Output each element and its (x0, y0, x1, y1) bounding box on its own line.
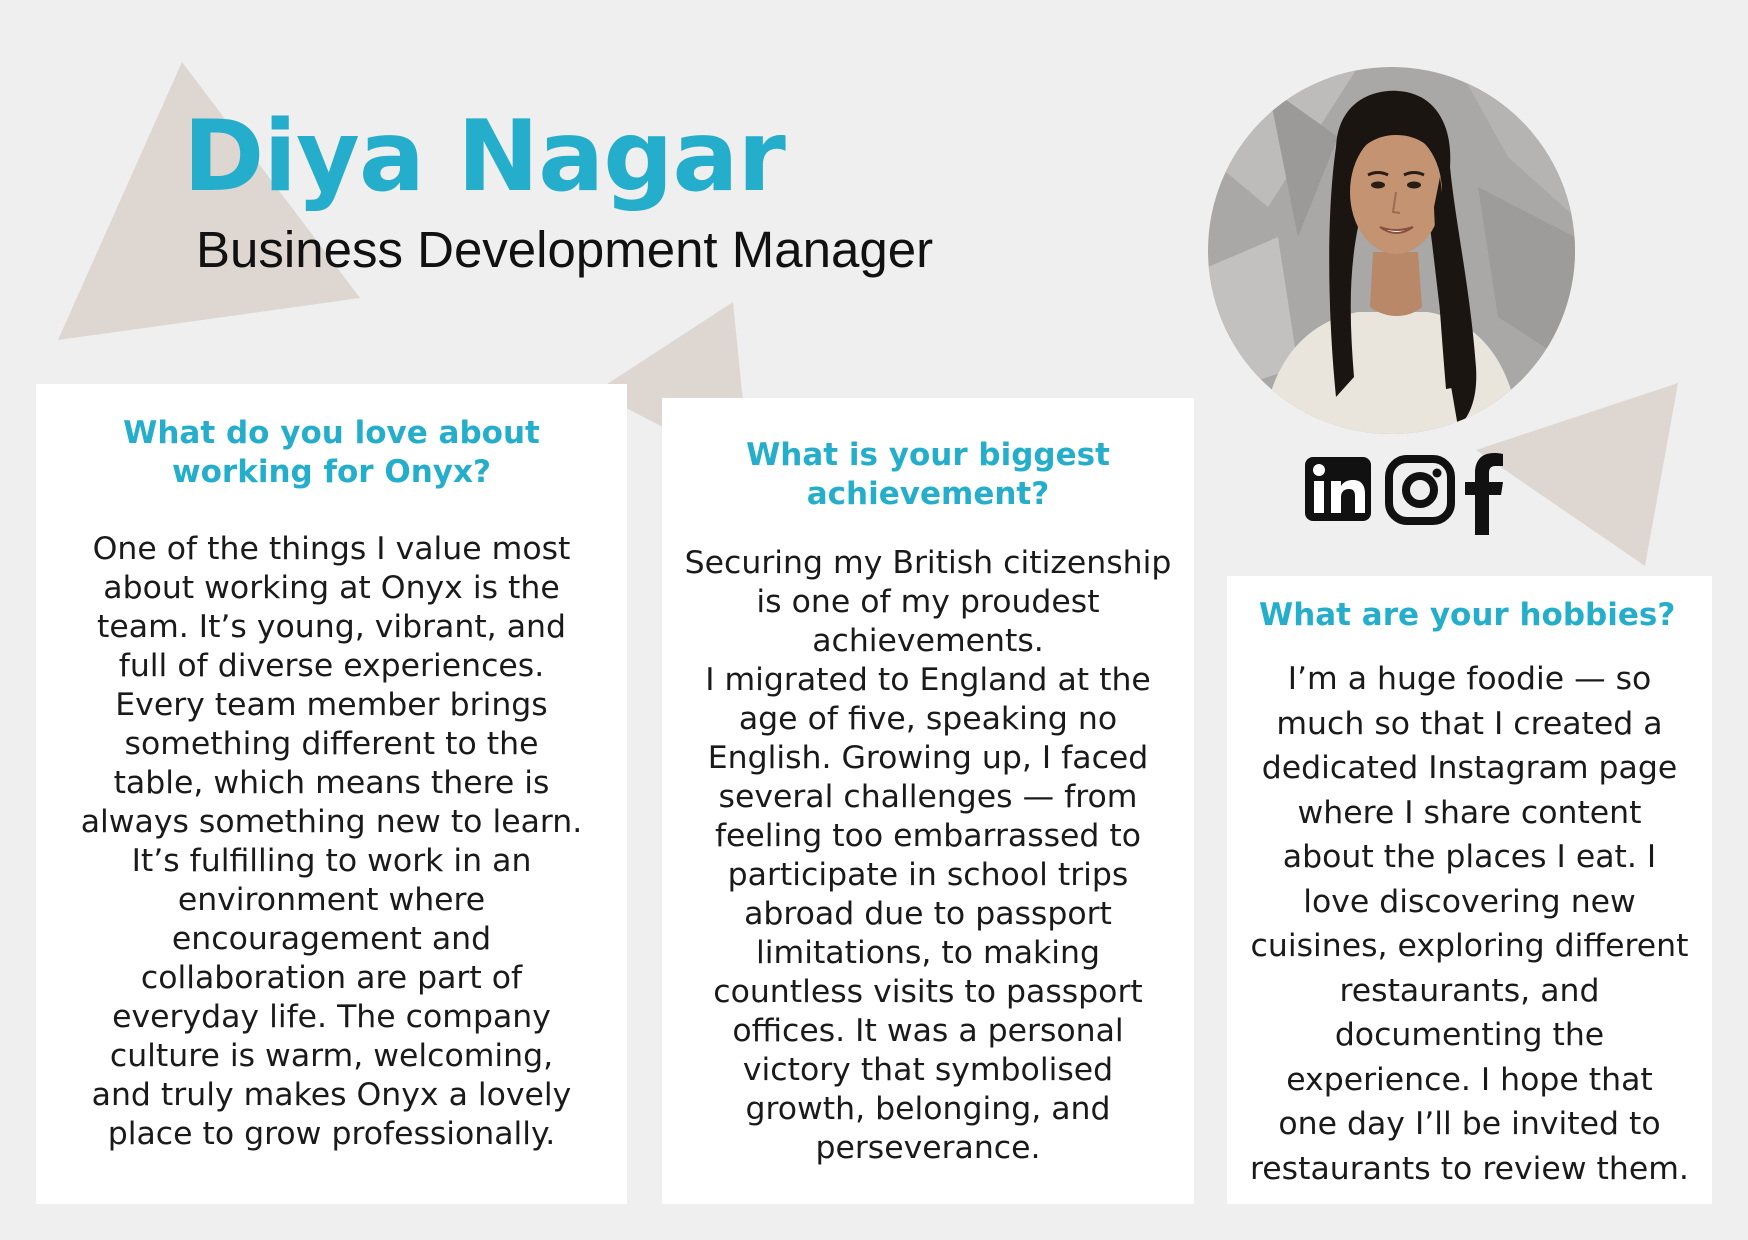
card-question: What are your hobbies? (1259, 597, 1676, 633)
card-question: What is your biggest achievement? (746, 437, 1110, 512)
instagram-icon[interactable] (1385, 453, 1457, 525)
triangle-right (1476, 383, 1678, 566)
profile-photo (1208, 67, 1575, 434)
profile-role: Business Development Manager (196, 221, 934, 278)
card-hobbies (1227, 576, 1712, 1204)
card-love-working (36, 384, 627, 1204)
profile-name: Diya Nagar (183, 100, 785, 214)
facebook-icon[interactable] (1463, 453, 1505, 535)
card-answer: Securing my British citizenship is one of my proudest achievements. I migrated to England at the age of five, speaking no English. Growing up, I faced several challenges — from feeling too embarrassed to participate in school trips abroad due to passport limitations, to making countless visits to passport offices. It was a personal victory that symbolised growth, belonging, and perseverance. (684, 545, 1172, 1166)
card-achievement (662, 398, 1194, 1204)
card-answer: One of the things I value most about working at Onyx is the team. It’s young, vibrant, and full of diverse experiences. Every team member brings something different to the table, which means there is always something new to learn. It’s fulfilling to work in an environment where encouragement and collaboration are part of everyday life. The company culture is warm, welcoming, and truly makes Onyx a lovely place to grow professionally. (80, 531, 583, 1152)
social-icons (1305, 453, 1505, 535)
card-question: What do you love about working for Onyx? (123, 415, 540, 490)
card-answer: I’m a huge foodie — so much so that I created a dedicated Instagram page where I share content about the places I eat. I love discovering new cuisines, exploring different restaurants, and documenting the experience. I hope that one day I’ll be invited to restaurants to review them. (1250, 661, 1689, 1187)
linkedin-icon[interactable] (1305, 453, 1377, 525)
